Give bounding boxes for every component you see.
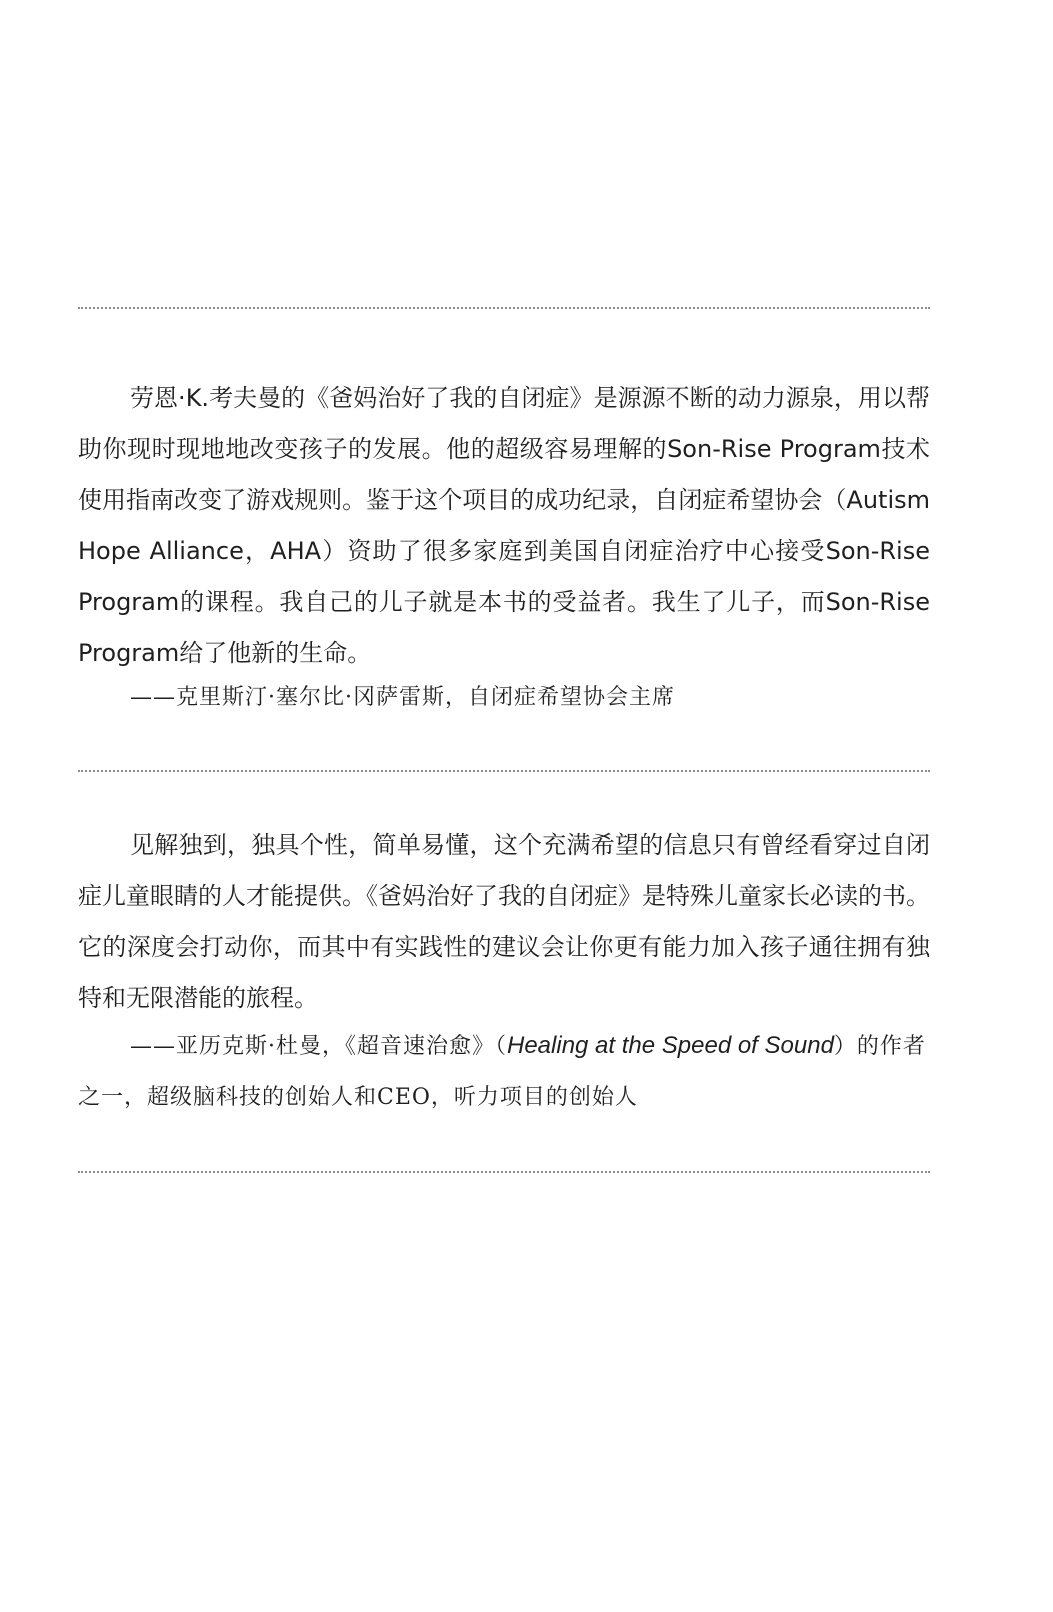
- divider-middle: [78, 770, 930, 772]
- endorsement-2-attribution: [78, 1020, 930, 1123]
- endorsement-1-text: 劳恩·K.考夫曼的《爸妈治好了我的自闭症》是源源不断的动力源泉，用以帮助你现时现地地改变孩子的发展。他的超级容易理解的Son-Rise Program技术使用指南改变了游戏规则。鉴于这个项目的成功纪录，自闭症希望协会（Autism Hope Alliance，AHA）资助了很多家庭到美国自闭症治疗中心接受Son-Rise Program的课程。我自己的儿子就是本书的受益者。我生了儿子，而Son-Rise Program给了他新的生命。: [78, 384, 930, 667]
- endorsement-2-text: 见解独到，独具个性，简单易懂，这个充满希望的信息只有曾经看穿过自闭症儿童眼睛的人才能提供。《爸妈治好了我的自闭症》是特殊儿童家长必读的书。它的深度会打动你，而其中有实践性的建议会让你更有能力加入孩子通往拥有独特和无限潜能的旅程。: [78, 831, 930, 1012]
- divider-top: [78, 307, 930, 309]
- attribution-suffix: ）的作者之一，超级脑科技的创始人和CEO，听力项目的创始人: [78, 1034, 926, 1110]
- book-title: Healing at the Speed of Sound: [507, 1032, 834, 1059]
- endorsement-1-attribution: ——克里斯汀·塞尔比·冈萨雷斯，自闭症希望协会主席: [130, 685, 675, 710]
- divider-bottom: [78, 1171, 930, 1173]
- attribution-prefix: ——亚历克斯·杜曼，《超音速治愈》（: [130, 1034, 507, 1059]
